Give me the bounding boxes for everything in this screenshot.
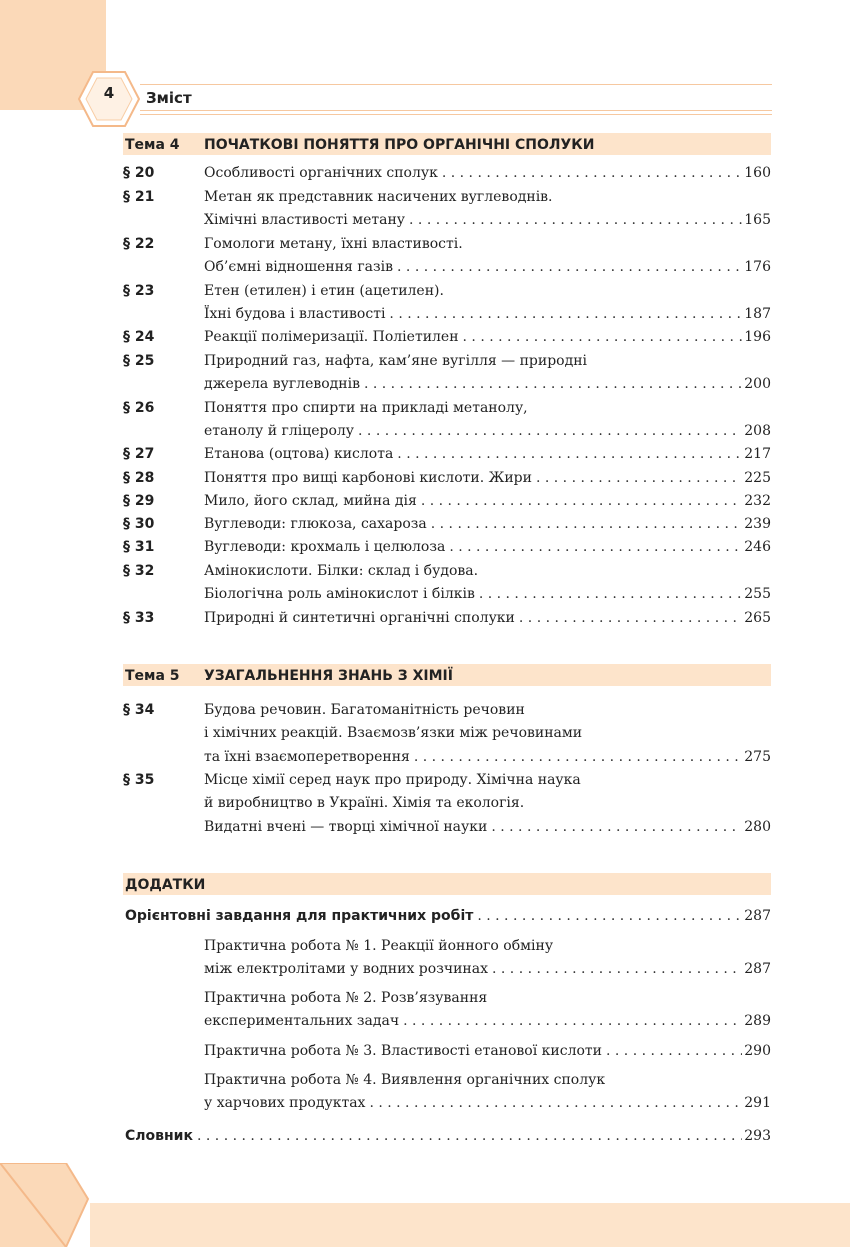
entry-title: у харчових продуктах [204, 1095, 366, 1112]
entry-title: Хімічні властивості метану [204, 212, 406, 229]
section-title: Зміст [146, 89, 192, 107]
entry-title: Практична робота № 3. Властивості етанової кислоти [204, 1043, 602, 1059]
paragraph-number: § 27 [123, 446, 155, 462]
paragraph-number: § 29 [123, 493, 155, 509]
entry-title: Словник [125, 1128, 193, 1144]
entry-line: Місце хімії серед наук про природу. Хімічна наука [204, 772, 581, 788]
page-ref: 289 [744, 1013, 771, 1030]
page-ref: 293 [744, 1128, 771, 1144]
page-ref: 217 [744, 446, 771, 462]
page-ref: 239 [744, 516, 771, 532]
toc-entry-practical[interactable] [123, 905, 771, 928]
toc-entry[interactable] [123, 607, 771, 630]
paragraph-number: § 25 [123, 353, 155, 369]
entry-line: Практична робота № 2. Розв’язування [204, 990, 488, 1006]
paragraph-number: § 30 [123, 516, 155, 532]
page-ref: 196 [744, 329, 771, 345]
page-ref: 287 [744, 961, 771, 978]
entry-title: Вуглеводи: глюкоза, сахароза [204, 516, 427, 532]
page-ref: 246 [744, 539, 771, 555]
toc-entry[interactable] [123, 233, 771, 280]
entry-title: Видатні вчені — творці хімічної науки [204, 818, 488, 835]
toc-entry[interactable] [123, 443, 771, 466]
page-ref: 280 [744, 818, 771, 835]
entry-line: й виробництво в Україні. Хімія та екологія. [204, 795, 525, 812]
toc-entry[interactable] [123, 987, 771, 1034]
entry-title: Особливості органічних сполук [204, 165, 438, 181]
entry-title: Мило, його склад, мийна дія [204, 493, 417, 509]
entry-line: і хімічних реакцій. Взаємозв’язки між речовинами [204, 725, 583, 742]
topic-title: ПОЧАТКОВІ ПОНЯТТЯ ПРО ОРГАНІЧНІ СПОЛУКИ [204, 137, 595, 153]
paragraph-number: § 33 [123, 610, 155, 626]
paragraph-number: § 20 [123, 165, 155, 181]
toc-entry[interactable] [123, 1069, 771, 1116]
paragraph-number: § 32 [123, 563, 155, 579]
entry-title: та їхні взаємоперетворення [204, 748, 410, 765]
paragraph-number: § 26 [123, 400, 155, 416]
entry-line: Практична робота № 4. Виявлення органічних сполук [204, 1072, 606, 1088]
toc-entry[interactable] [123, 560, 771, 607]
topic-title: УЗАГАЛЬНЕННЯ ЗНАНЬ З ХІМІЇ [204, 668, 453, 684]
toc-entry[interactable] [123, 699, 771, 769]
page-ref: 176 [744, 259, 771, 276]
entry-title: Реакції полімеризації. Поліетилен [204, 329, 459, 345]
page-ref: 200 [744, 376, 771, 393]
page-ref: 208 [744, 423, 771, 440]
topic-4-header [123, 133, 771, 155]
entry-title: Їхні будова і властивості [204, 306, 386, 323]
toc-entry[interactable] [123, 162, 771, 185]
toc-entry[interactable] [123, 350, 771, 397]
paragraph-number: § 23 [123, 283, 155, 299]
entry-title: Природні й синтетичні органічні сполуки [204, 610, 515, 626]
page-ref: 290 [744, 1043, 771, 1059]
entry-line: Амінокислоти. Білки: склад і будова. [204, 563, 479, 579]
entry-title: Поняття про вищі карбонові кислоти. Жири [204, 470, 532, 486]
paragraph-number: § 22 [123, 236, 155, 252]
page-ref: 187 [744, 306, 771, 323]
entry-title: між електролітами у водних розчинах [204, 961, 488, 978]
page-ref: 265 [744, 610, 771, 626]
toc-entry[interactable] [123, 769, 771, 839]
toc-entry[interactable] [123, 513, 771, 536]
page-ref: 275 [744, 748, 771, 765]
toc-entry-glossary[interactable] [123, 1125, 771, 1148]
topic-label: Тема 4 [125, 137, 180, 153]
entry-title: джерела вуглеводнів [204, 376, 360, 393]
paragraph-number: § 31 [123, 539, 155, 555]
page-ref: 287 [744, 908, 771, 924]
page-ref: 291 [744, 1095, 771, 1112]
topic-5-header [123, 664, 771, 686]
toc-entry[interactable] [123, 397, 771, 444]
toc-entry[interactable] [123, 1040, 771, 1063]
appendix-title: ДОДАТКИ [125, 877, 206, 893]
page-ref: 225 [744, 470, 771, 486]
toc-entry[interactable] [123, 467, 771, 490]
toc-entry[interactable] [123, 280, 771, 327]
paragraph-number: § 28 [123, 470, 155, 486]
entry-line: Етен (етилен) і етин (ацетилен). [204, 283, 444, 299]
topic-label: Тема 5 [125, 668, 180, 684]
page-ref: 160 [744, 165, 771, 181]
page-ref: 232 [744, 493, 771, 509]
paragraph-number: § 34 [123, 702, 155, 718]
paragraph-number: § 35 [123, 772, 155, 788]
corner-decoration-bottom [0, 1163, 850, 1247]
toc-entry[interactable] [123, 536, 771, 559]
appendix-header [123, 873, 771, 895]
toc-entry[interactable] [123, 935, 771, 982]
entry-line: Будова речовин. Багатоманітність речовин [204, 702, 525, 718]
entry-title: Об’ємні відношення газів [204, 259, 394, 276]
entry-title: Етанова (оцтова) кислота [204, 446, 394, 462]
toc-entry[interactable] [123, 186, 771, 233]
entry-title: етанолу й гліцеролу [204, 423, 355, 440]
page-number: 4 [103, 84, 115, 102]
header-rules [140, 84, 772, 116]
entry-line: Поняття про спирти на прикладі метанолу, [204, 400, 528, 416]
page-ref: 165 [744, 212, 771, 229]
entry-line: Метан як представник насичених вуглеводнів. [204, 189, 553, 205]
paragraph-number: § 24 [123, 329, 155, 345]
toc-entry[interactable] [123, 326, 771, 349]
entry-title: Вуглеводи: крохмаль і целюлоза [204, 539, 446, 555]
toc-entry[interactable] [123, 490, 771, 513]
entry-line: Практична робота № 1. Реакції йонного обміну [204, 938, 554, 954]
entry-line: Природний газ, нафта, кам’яне вугілля — природні [204, 353, 588, 369]
entry-line: Гомологи метану, їхні властивості. [204, 236, 463, 252]
entry-title: експериментальних задач [204, 1013, 400, 1030]
page-ref: 255 [744, 586, 771, 603]
entry-title: Орієнтовні завдання для практичних робіт [125, 908, 474, 924]
entry-title: Біологічна роль амінокислот і білків [204, 586, 475, 603]
paragraph-number: § 21 [123, 189, 155, 205]
